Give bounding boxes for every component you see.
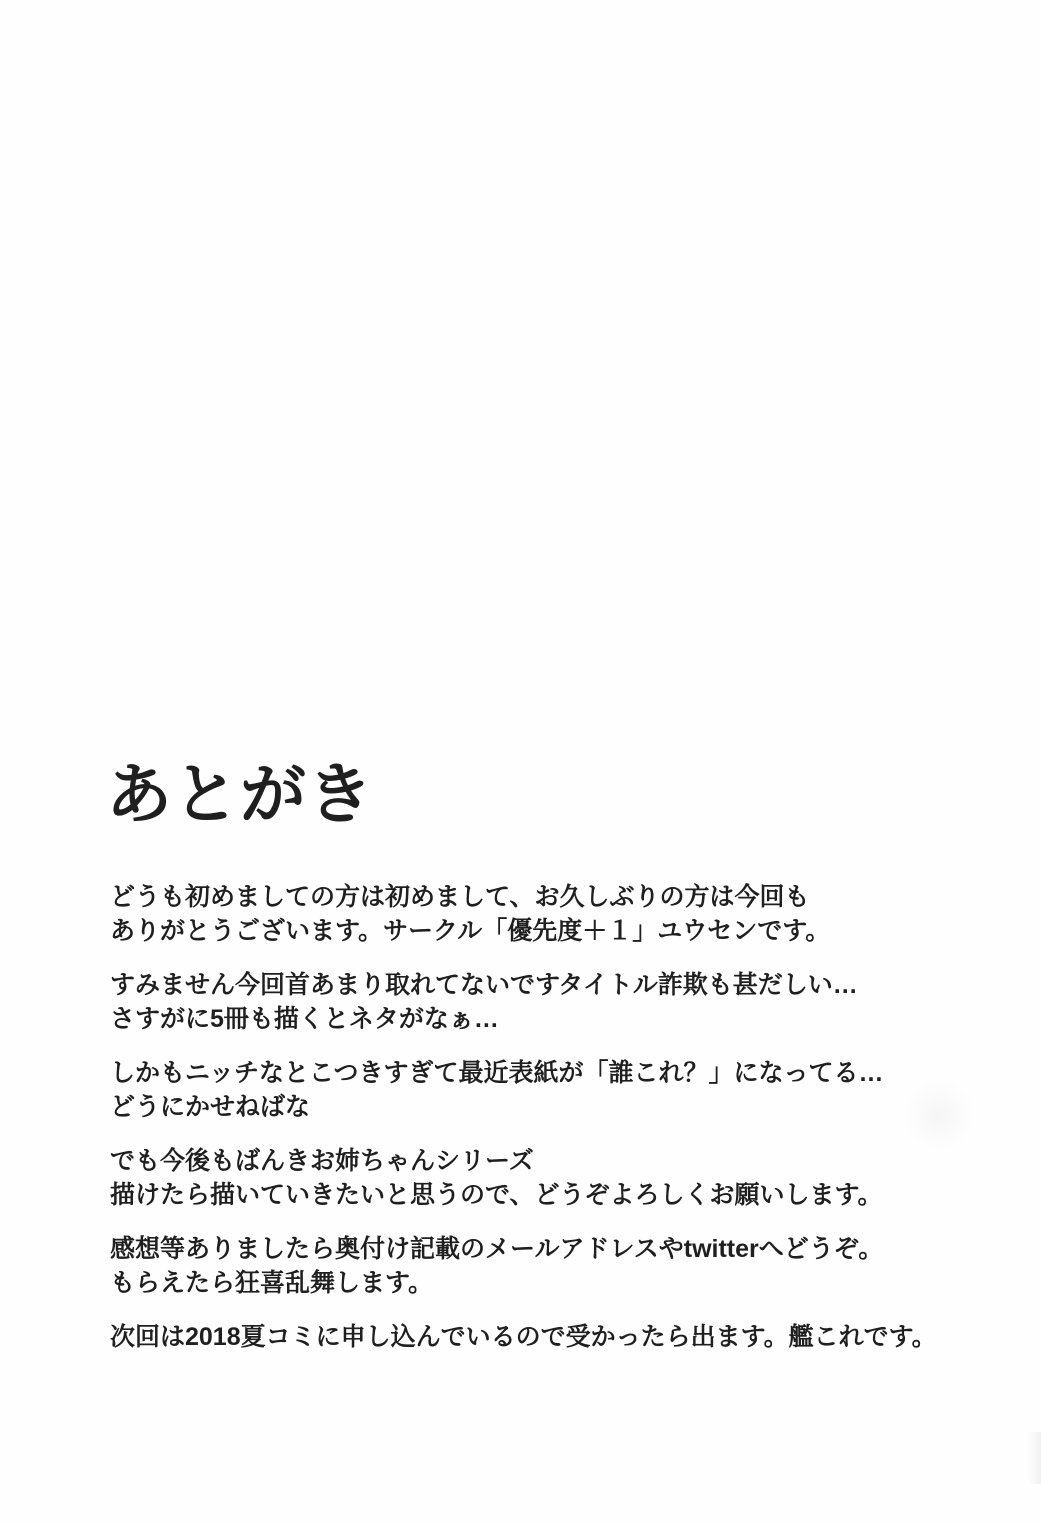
afterword-paragraph	[110, 1144, 990, 1212]
scan-smudge	[1027, 1432, 1041, 1484]
afterword-paragraph	[110, 880, 990, 948]
afterword-paragraph	[110, 968, 990, 1036]
afterword-line: ありがとうございます。サークル「優先度＋１」ユウセンです。	[110, 917, 831, 945]
afterword-paragraph	[110, 1320, 990, 1354]
afterword-line: でも今後もばんきお姉ちゃんシリーズ	[110, 1147, 534, 1175]
afterword-line: どうも初めましての方は初めまして、お久しぶりの方は今回も	[110, 883, 810, 911]
afterword-line: 次回は2018夏コミに申し込んでいるので受かったら出ます。艦これです。	[110, 1323, 937, 1351]
afterword-paragraph	[110, 1232, 990, 1300]
afterword-line: しかもニッチなとこつきすぎて最近表紙が「誰これ？」になってる…	[110, 1059, 884, 1087]
afterword-line: 感想等ありましたら奥付け記載のメールアドレスやtwitterへどうぞ。	[110, 1235, 884, 1263]
afterword-body	[110, 880, 990, 1374]
afterword-line: どうにかせねばな	[110, 1093, 311, 1121]
afterword-paragraph	[110, 1056, 990, 1124]
afterword-line: 描けたら描いていきたいと思うので、どうぞよろしくお願いします。	[110, 1181, 883, 1209]
afterword-line: すみません今回首あまり取れてないですタイトル詐欺も甚だしい…	[110, 971, 858, 999]
afterword-line: さすがに5冊も描くとネタがなぁ…	[110, 1005, 499, 1033]
afterword-line: もらえたら狂喜乱舞します。	[110, 1269, 434, 1297]
page-title: あとがき	[106, 757, 374, 831]
